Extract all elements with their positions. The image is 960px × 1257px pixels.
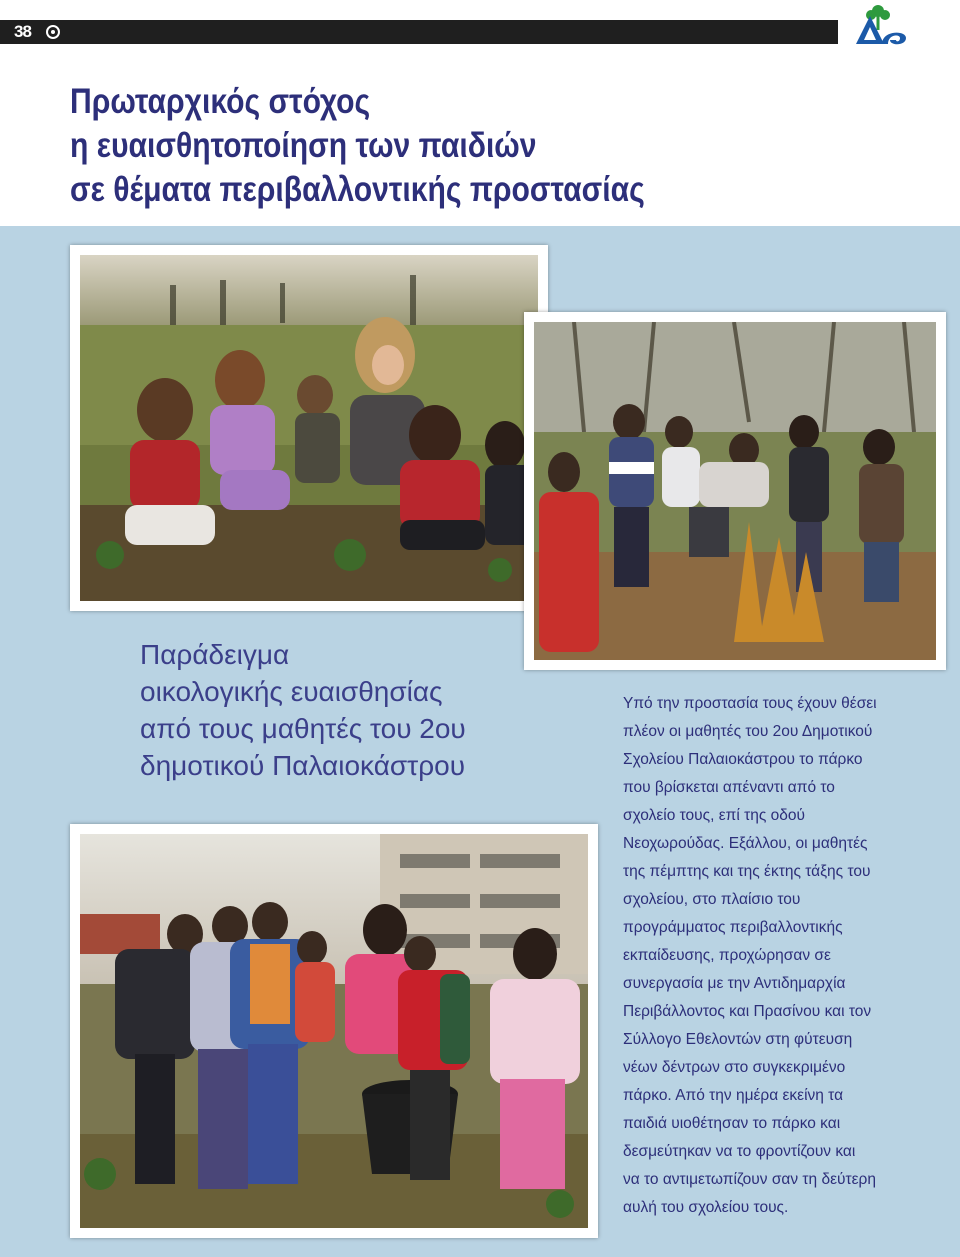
body-line: Νεοχωρούδας. Εξάλλου, οι μαθητές (623, 835, 868, 852)
body-line: αυλή του σχολείου τους. (623, 1199, 789, 1216)
section-subtitle (140, 636, 560, 784)
subtitle-line: Παράδειγμα (140, 639, 290, 670)
bullet-dot-icon (46, 25, 60, 39)
photo-children-digging (524, 312, 946, 670)
header-bar (0, 20, 838, 44)
article-body (623, 690, 943, 1222)
body-line: που βρίσκεται απέναντι από το (623, 779, 835, 796)
page-number: 38 (14, 22, 31, 41)
body-line: παιδιά υιοθέτησαν το πάρκο και (623, 1115, 841, 1132)
subtitle-line: οικολογικής ευαισθησίας (140, 676, 443, 707)
subtitle-line: από τους μαθητές του 2ου (140, 713, 466, 744)
body-line: νέων δέντρων στο συγκεκριμένο (623, 1059, 846, 1076)
title-line: Πρωταρχικός στόχος (70, 82, 371, 121)
body-line: σχολείο τους, επί της οδού (623, 807, 805, 824)
body-line: εκπαίδευσης, προχώρησαν σε (623, 947, 831, 964)
body-line: Σύλλογο Εθελοντών στη φύτευση (623, 1031, 853, 1048)
body-line: δεσμεύτηκαν να το φροντίζουν και (623, 1143, 856, 1160)
page-title (70, 80, 724, 212)
body-line: Περιβάλλοντος και Πρασίνου και τον (623, 1003, 872, 1020)
body-line: πλέον οι μαθητές του 2ου Δημοτικού (623, 723, 873, 740)
body-line: προγράμματος περιβαλλοντικής (623, 919, 843, 936)
title-line: η ευαισθητοποίηση των παιδιών (70, 126, 537, 165)
subtitle-line: δημοτικού Παλαιοκάστρου (140, 750, 466, 781)
body-line: της πέμπτης και της έκτης τάξης του (623, 863, 871, 880)
body-line: συνεργασία με την Αντιδημαρχία (623, 975, 846, 992)
photo-children-group (70, 824, 598, 1238)
body-line: σχολείου, στο πλαίσιο του (623, 891, 801, 908)
municipality-logo-icon (852, 2, 910, 46)
title-line: σε θέματα περιβαλλοντικής προστασίας (70, 170, 645, 209)
photo-children-planting (70, 245, 548, 611)
body-line: πάρκο. Από την ημέρα εκείνη τα (623, 1087, 844, 1104)
body-line: να το αντιμετωπίζουν σαν τη δεύτερη (623, 1171, 876, 1188)
body-line: Σχολείου Παλαιοκάστρου το πάρκο (623, 751, 863, 768)
body-line: Υπό την προστασία τους έχουν θέσει (623, 695, 877, 712)
